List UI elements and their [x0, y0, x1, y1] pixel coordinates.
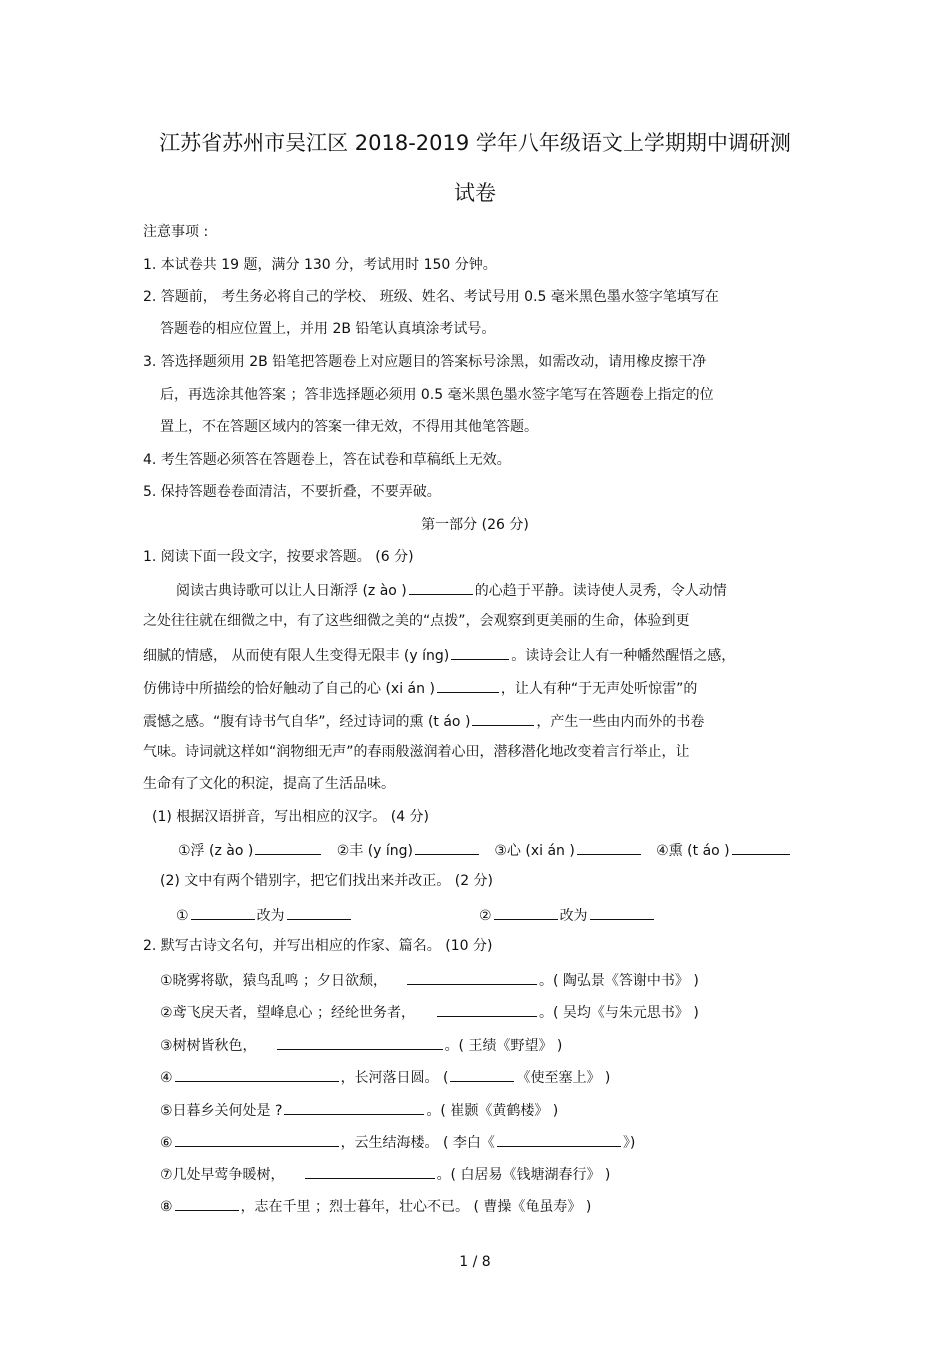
q2-item-4: [160, 1067, 610, 1087]
q2-item-text: ⑧: [160, 1199, 173, 1215]
answer-blank[interactable]: [497, 1132, 621, 1147]
answer-blank[interactable]: [437, 1002, 537, 1017]
q1-prompt: 1. 阅读下面一段文字，按要求答题。 (6 分): [143, 549, 414, 565]
notice-line-3: 答题卷的相应位置上，并用 2B 铅笔认真填涂考试号。: [160, 321, 496, 337]
q2-item-8: [160, 1196, 591, 1216]
page-number: 1 / 8: [459, 1254, 491, 1270]
q2-item-text: ⑥: [160, 1135, 173, 1151]
q1-p1b: 的心趋于平静。读诗使人灵秀，令人动情: [474, 583, 727, 599]
answer-blank[interactable]: [732, 840, 790, 855]
q2-item-3: [160, 1035, 562, 1055]
q2-item-text: ①晓雾将歇，猿鸟乱鸣 ；夕日欲颓，: [160, 973, 388, 989]
q2-item-source: 》): [622, 1135, 636, 1151]
q1-sub1-items: [178, 840, 792, 860]
answer-blank[interactable]: [494, 905, 558, 920]
title-line-1: 江苏省苏州市吴江区 2018-2019 学年八年级语文上学期期中调研测: [159, 131, 791, 155]
q1-passage-line-7: 生命有了文化的积淀，提高了生活品味。: [143, 776, 395, 792]
change-label: 改为: [559, 908, 588, 924]
notice-line-2: 2. 答题前， 考生务必将自己的学校、 班级、姓名、考试号用 0.5 毫米黑色墨水签字笔填写在: [143, 289, 719, 305]
q1-sub2-b: [479, 905, 656, 925]
q2-item-text: ，长河落日圆。 (: [340, 1070, 449, 1086]
q1-passage-line-2: 之处往往就在细微之中，有了这些细微之美的“点拨”，会观察到更美丽的生命，体验到更: [143, 613, 690, 629]
correction-marker-2: ②: [479, 908, 492, 924]
notice-line-1: 1. 本试卷共 19 题，满分 130 分，考试用时 150 分钟。: [143, 257, 497, 273]
q2-item-text: ，云生结海楼。 ( 李白《: [340, 1135, 495, 1151]
q2-item-source: 。( 王绩《野望》 ): [444, 1038, 563, 1054]
answer-blank[interactable]: [577, 840, 641, 855]
answer-blank[interactable]: [287, 905, 351, 920]
answer-blank[interactable]: [451, 645, 509, 660]
notice-heading: 注意事项 :: [143, 224, 209, 240]
q1-passage-line-6: 气味。诗词就这样如“润物细无声”的春雨般滋润着心田，潜移潜化地改变着言行举止，让: [143, 744, 690, 760]
answer-blank[interactable]: [175, 1067, 339, 1082]
answer-blank[interactable]: [407, 970, 537, 985]
part1-heading: 第一部分 (26 分): [421, 517, 529, 533]
answer-blank[interactable]: [284, 1100, 424, 1115]
q2-item-source: 。( 吴均《与朱元思书》 ): [539, 1005, 699, 1021]
answer-blank[interactable]: [437, 678, 499, 693]
q1-p3b: 。读诗会让人有一种幡然醒悟之感，: [511, 648, 736, 664]
q1-passage-line-1: [176, 580, 727, 600]
answer-blank[interactable]: [255, 840, 321, 855]
answer-blank[interactable]: [415, 840, 479, 855]
q2-item-text: ⑤日暮乡关何处是 ?: [160, 1103, 283, 1119]
answer-blank[interactable]: [590, 905, 654, 920]
q2-item-source: 。( 崔颢《黄鹤楼》 ): [426, 1103, 559, 1119]
pinyin-item-3: ③心 (xi án ): [494, 843, 575, 859]
pinyin-item-2: ②丰 (y íng): [336, 843, 413, 859]
q1-passage-line-4: [143, 678, 697, 698]
q1-sub2-a: [176, 905, 353, 925]
q2-item-source: 《使至塞上》 ): [516, 1070, 611, 1086]
q2-item-7: [160, 1164, 610, 1184]
notice-line-8: 5. 保持答题卷卷面清洁，不要折叠，不要弄破。: [143, 484, 441, 500]
pinyin-item-4: ④熏 (t áo ): [656, 843, 730, 859]
q1-passage-line-3: [143, 645, 735, 665]
title-line-2: 试卷: [454, 181, 496, 205]
q2-item-source: 。( 陶弘景《答谢中书》 ): [539, 973, 699, 989]
q2-item-1: [160, 970, 699, 990]
pinyin-item-1: ①浮 (z ào ): [178, 843, 254, 859]
notice-line-4: 3. 答选择题须用 2B 铅笔把答题卷上对应题目的答案标号涂黑，如需改动，请用橡皮擦干净: [143, 354, 707, 370]
answer-blank[interactable]: [409, 580, 473, 595]
q2-item-text: ②鸢飞戾天者，望峰息心 ；经纶世务者，: [160, 1005, 415, 1021]
q1-passage-line-5: [143, 711, 704, 731]
q1-p1a: 阅读古典诗歌可以让人日渐浮 (z ào ): [176, 583, 407, 599]
q2-item-text: ③树树皆秋色，: [160, 1038, 257, 1054]
q1-p5a: 震憾之感。“腹有诗书气自华”，经过诗词的熏 (t áo ): [143, 714, 471, 730]
q1-p5b: ，产生一些由内而外的书卷: [536, 714, 705, 730]
correction-marker-1: ①: [176, 908, 189, 924]
q2-item-5: [160, 1100, 558, 1120]
q1-sub2-prompt: (2) 文中有两个错别字，把它们找出来并改正。 (2 分): [160, 873, 494, 889]
q2-item-6: [160, 1132, 635, 1152]
q2-item-source: 。( 白居易《钱塘湖春行》 ): [436, 1167, 611, 1183]
notice-line-7: 4. 考生答题必须答在答题卷上，答在试卷和草稿纸上无效。: [143, 452, 511, 468]
q1-p4a: 仿佛诗中所描绘的恰好触动了自己的心 (xi án ): [143, 681, 435, 697]
notice-line-5: 后，再选涂其他答案 ；答非选择题必须用 0.5 毫米黑色墨水签字笔写在答题卷上指定的位: [160, 387, 714, 403]
q2-item-2: [160, 1002, 699, 1022]
answer-blank[interactable]: [175, 1132, 339, 1147]
q2-item-source: ，志在千里 ；烈士暮年，壮心不已。 ( 曹操《龟虽寿》 ): [240, 1199, 592, 1215]
q1-sub1-prompt: (1) 根据汉语拼音，写出相应的汉字。 (4 分): [152, 809, 430, 825]
answer-blank[interactable]: [175, 1196, 239, 1211]
answer-blank[interactable]: [472, 711, 534, 726]
q2-item-text: ⑦几处早莺争暖树，: [160, 1167, 285, 1183]
q1-p4b: ，让人有种“于无声处听惊雷”的: [500, 681, 698, 697]
answer-blank[interactable]: [450, 1067, 514, 1082]
answer-blank[interactable]: [305, 1164, 435, 1179]
q2-item-text: ④: [160, 1070, 173, 1086]
answer-blank[interactable]: [191, 905, 255, 920]
q1-p3a: 细腻的情感， 从而使有限人生变得无限丰 (y íng): [143, 648, 450, 664]
change-label: 改为: [256, 908, 285, 924]
answer-blank[interactable]: [277, 1035, 443, 1050]
q2-prompt: 2. 默写古诗文名句，并写出相应的作家、篇名。 (10 分): [143, 938, 493, 954]
notice-line-6: 置上，不在答题区域内的答案一律无效，不得用其他笔答题。: [160, 419, 538, 435]
